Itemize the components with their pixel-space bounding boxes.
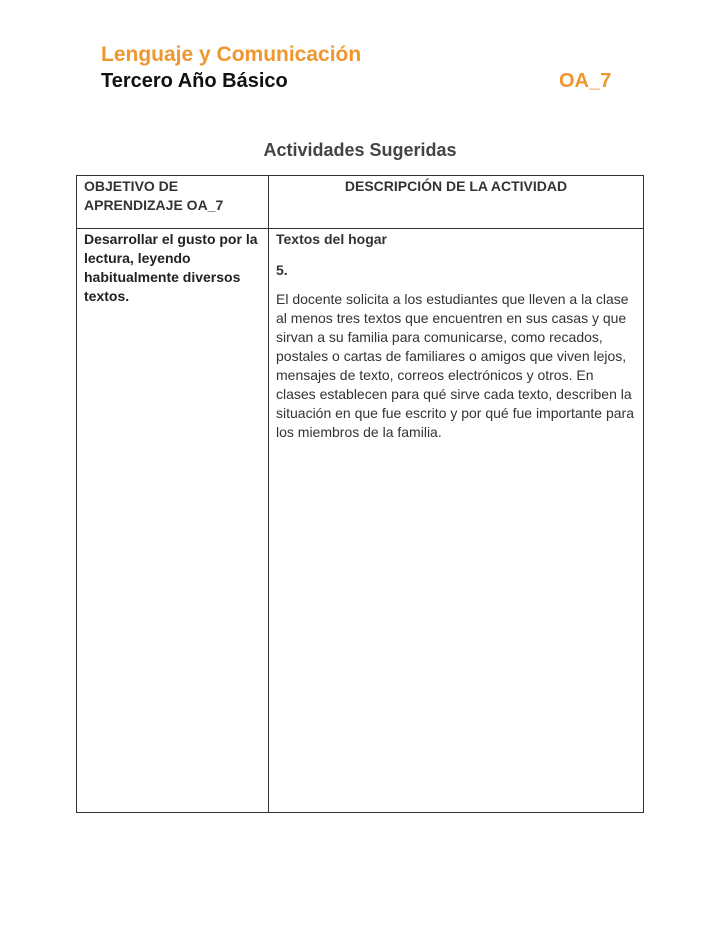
table-header-row (77, 176, 644, 229)
subject-title: Lenguaje y Comunicación (101, 43, 362, 66)
objective-cell: Desarrollar el gusto por la lectura, leyendo habitualmente diversos textos. (77, 229, 269, 813)
objective-column-header: OBJETIVO DE APRENDIZAJE OA_7 (77, 176, 269, 229)
activity-number: 5. (276, 262, 288, 278)
table-row (77, 229, 644, 813)
description-column-header: DESCRIPCIÓN DE LA ACTIVIDAD (269, 176, 644, 229)
grade-title: Tercero Año Básico (101, 70, 288, 92)
activity-description: El docente solicita a los estudiantes que lleven a la clase al menos tres textos que encuentren en sus casas y que sirvan a su familia para comunicarse, como recados, postales o cartas de familiares o amigos que viven lejos, mensajes de texto, correos electrónicos y otros. En clases establecen para qué sirve cada texto, describen la situación en que fue escrito y por qué fue importante para los miembros de la familia. (276, 291, 634, 440)
section-title: Actividades Sugeridas (263, 140, 457, 160)
oa-code: OA_7 (559, 70, 612, 92)
activity-title: Textos del hogar (276, 231, 387, 247)
activity-table (76, 175, 644, 813)
description-cell (269, 229, 644, 813)
